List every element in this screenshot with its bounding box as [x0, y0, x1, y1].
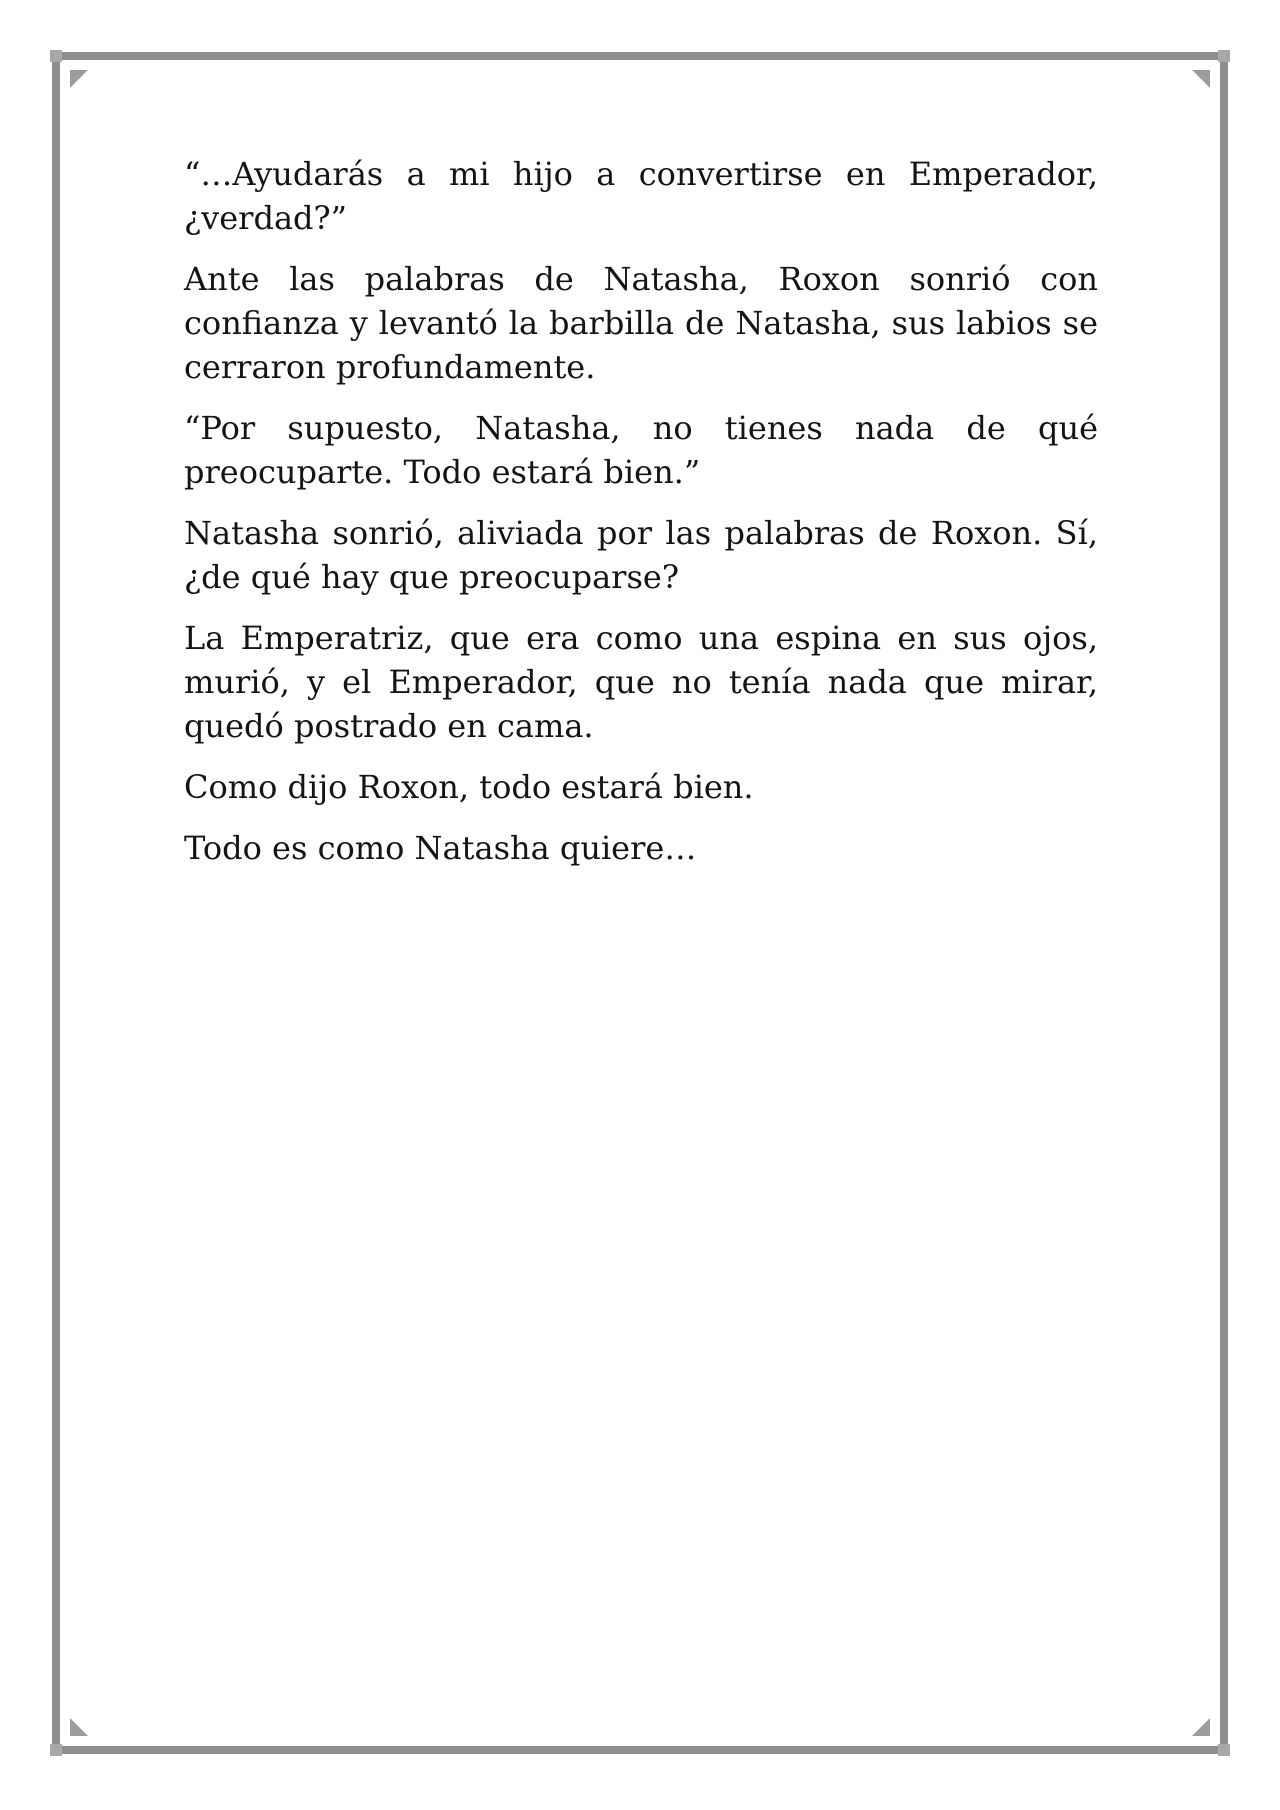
- frame-right-border: [1220, 52, 1228, 1754]
- corner-ornament-bottom-right: [1218, 1744, 1230, 1756]
- corner-ornament-top-right: [1218, 50, 1230, 62]
- paragraph: Como dijo Roxon, todo estará bien.: [184, 768, 754, 806]
- paragraph: Natasha sonrió, aliviada por las palabras de Roxon. Sí, ¿de qué hay que preocuparse?: [184, 514, 1098, 596]
- document-body: [184, 152, 1098, 887]
- frame-bottom-border: [52, 1746, 1228, 1754]
- paragraph: La Emperatriz, que era como una espina en sus ojos, murió, y el Emperador, que no tenía nada que mirar, quedó postrado en cama.: [184, 619, 1098, 745]
- corner-triangle-top-left: [70, 70, 88, 88]
- corner-triangle-bottom-left: [70, 1718, 88, 1736]
- corner-ornament-bottom-left: [50, 1744, 62, 1756]
- paragraph: Ante las palabras de Natasha, Roxon sonrió con confianza y levantó la barbilla de Natasha, sus labios se cerraron profundamente.: [184, 260, 1098, 386]
- frame-top-border: [52, 52, 1228, 60]
- frame-left-border: [52, 52, 60, 1754]
- paragraph: Todo es como Natasha quiere…: [184, 829, 697, 867]
- paragraph: “…Ayudarás a mi hijo a convertirse en Emperador, ¿verdad?”: [184, 155, 1098, 237]
- corner-triangle-top-right: [1192, 70, 1210, 88]
- corner-ornament-top-left: [50, 50, 62, 62]
- corner-triangle-bottom-right: [1192, 1718, 1210, 1736]
- paragraph: “Por supuesto, Natasha, no tienes nada de qué preocuparte. Todo estará bien.”: [184, 409, 1098, 491]
